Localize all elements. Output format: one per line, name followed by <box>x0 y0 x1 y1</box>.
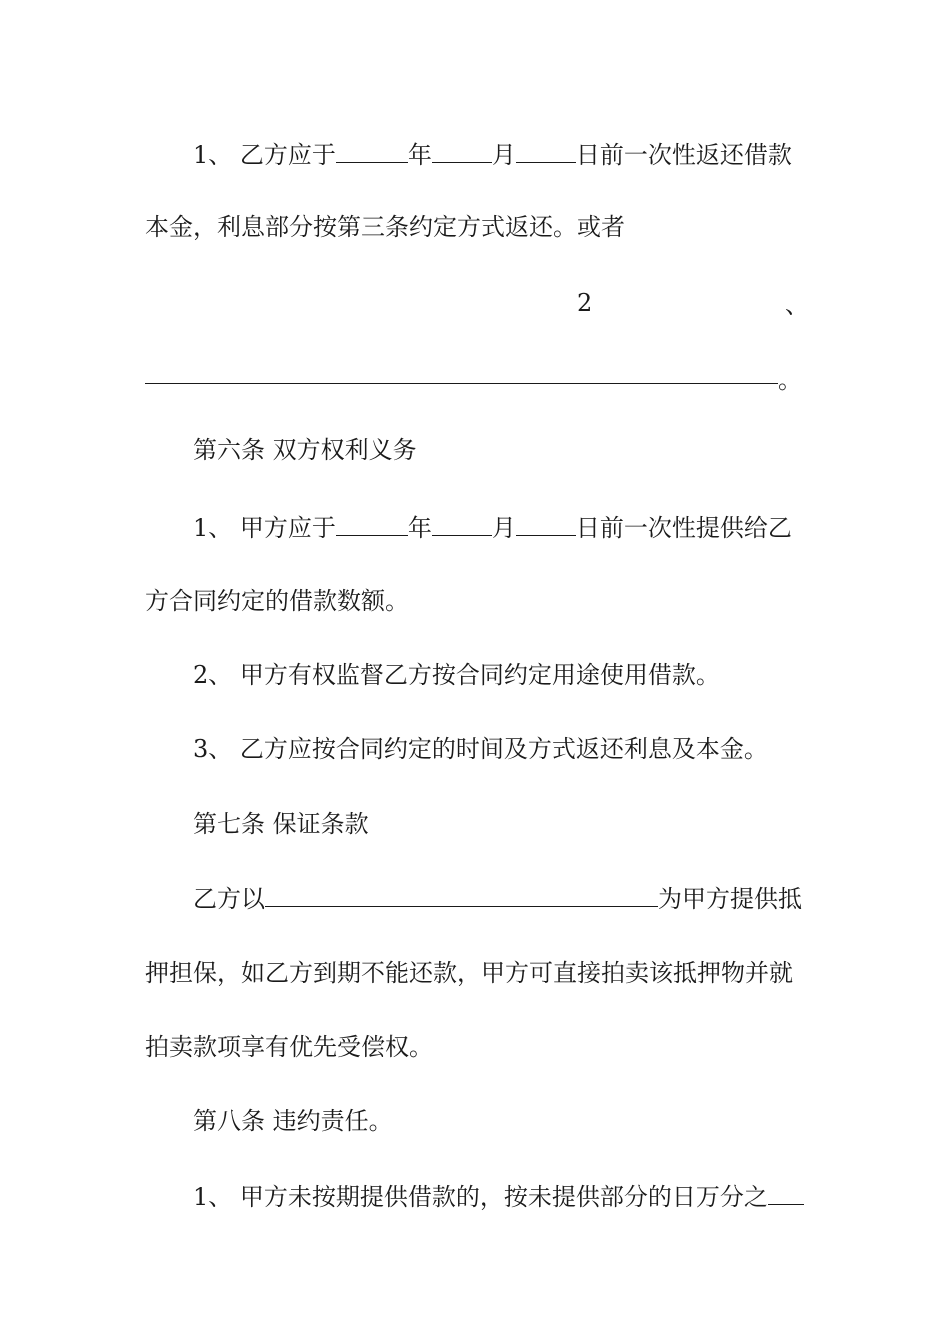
blank-day <box>516 138 576 163</box>
blank-year <box>336 511 408 536</box>
blank-day <box>516 511 576 536</box>
clause-guarantee-line-2: 押担保，如乙方到期不能还款，甲方可直接拍卖该抵押物并就 <box>145 959 793 987</box>
year-label: 年 <box>407 141 432 169</box>
article-6-heading: 第六条 双方权利义务 <box>193 436 417 464</box>
clause-lend-line-1 <box>193 511 792 544</box>
article-8-heading: 第八条 违约责任。 <box>193 1107 393 1135</box>
clause-text: 1、 甲方未按期提供借款的，按未提供部分的日万分之 <box>193 1183 768 1211</box>
clause-text: 1、 甲方应于 <box>193 514 336 542</box>
blank-month <box>432 511 492 536</box>
blank-rate <box>768 1180 804 1205</box>
clause-repay-line-1 <box>193 138 792 171</box>
blank-year <box>336 138 408 163</box>
item-separator: 、 <box>785 291 809 319</box>
clause-guarantee-line-3: 拍卖款项享有优先受偿权。 <box>145 1033 433 1061</box>
clause-text: 乙方以 <box>193 885 265 913</box>
clause-guarantee-line-1 <box>193 882 802 915</box>
clause-text: 1、 乙方应于 <box>193 141 336 169</box>
sentence-end-mark: 。 <box>778 366 802 394</box>
clause-breach-line-1 <box>193 1180 804 1213</box>
item-number-2: 2 <box>577 289 593 317</box>
month-label: 月 <box>491 141 516 169</box>
blank-month <box>432 138 492 163</box>
month-label: 月 <box>491 514 516 542</box>
clause-text: 为甲方提供抵 <box>658 885 802 913</box>
article-7-heading: 第七条 保证条款 <box>193 810 369 838</box>
clause-text: 日前一次性提供给乙 <box>575 514 792 542</box>
clause-text: 日前一次性返还借款 <box>575 141 792 169</box>
blank-long-line <box>145 383 778 384</box>
clause-supervise: 2、 甲方有权监督乙方按合同约定用途使用借款。 <box>193 661 720 689</box>
clause-lend-line-2: 方合同约定的借款数额。 <box>145 587 409 615</box>
clause-repay-line-2: 本金，利息部分按第三条约定方式返还。或者 <box>145 213 625 241</box>
clause-return: 3、 乙方应按合同约定的时间及方式返还利息及本金。 <box>193 735 768 763</box>
blank-collateral <box>265 882 658 907</box>
year-label: 年 <box>407 514 432 542</box>
